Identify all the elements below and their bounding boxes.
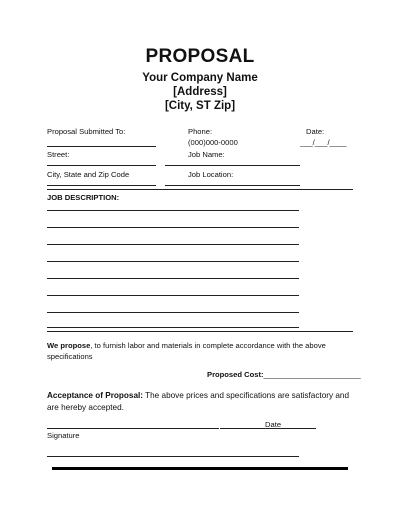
proposed-cost-label: Proposed Cost: <box>207 370 264 379</box>
job-description-line[interactable] <box>47 227 299 228</box>
job-description-line[interactable] <box>47 312 299 313</box>
page-title: PROPOSAL <box>145 46 255 67</box>
description-divider <box>47 331 353 332</box>
job-description-label: JOB DESCRIPTION: <box>47 193 120 202</box>
job-name-field[interactable] <box>165 165 300 166</box>
job-description-line[interactable] <box>47 327 299 328</box>
company-name: Your Company Name <box>142 72 258 84</box>
signature-label: Signature <box>47 431 80 440</box>
footer-rule <box>52 467 348 470</box>
job-name-label: Job Name: <box>188 150 225 159</box>
proposed-cost <box>207 370 361 379</box>
submitted-to-field[interactable] <box>47 146 156 147</box>
job-location-label: Job Location: <box>188 170 234 179</box>
acceptance-bold: Acceptance of Proposal: <box>47 391 143 400</box>
date-label: Date: <box>306 127 325 136</box>
city-state-zip-label: City, State and Zip Code <box>47 170 130 179</box>
signature-extra-line[interactable] <box>47 456 299 457</box>
submitted-to-label: Proposal Submitted To: <box>47 127 126 136</box>
job-description-line[interactable] <box>47 244 299 245</box>
acceptance-text <box>47 390 357 413</box>
job-description-line[interactable] <box>47 261 299 262</box>
job-description-line[interactable] <box>47 278 299 279</box>
company-address: [Address] <box>173 86 227 98</box>
city-state-zip-field[interactable] <box>47 185 156 186</box>
street-field[interactable] <box>47 165 156 166</box>
phone-value: (000)000-0000 <box>188 138 238 147</box>
phone-label: Phone: <box>188 127 213 136</box>
we-propose-bold: We propose <box>47 341 91 350</box>
job-location-field[interactable] <box>165 185 300 186</box>
company-city: [City, ST Zip] <box>164 100 236 112</box>
we-propose-body: , to furnish labor and materials in complete accordance with the above specifications <box>47 341 326 361</box>
we-propose-text <box>47 341 347 362</box>
header-divider <box>47 189 353 190</box>
date-value: ___/___/____ <box>300 138 347 147</box>
proposed-cost-field[interactable]: _______________________ <box>263 370 361 379</box>
street-label: Street: <box>47 150 70 159</box>
acceptance-body: The above prices and specifications are satisfactory and are hereby accepted. <box>47 391 350 412</box>
job-description-line[interactable] <box>47 295 299 296</box>
signature-field[interactable] <box>47 428 219 429</box>
signature-date-field[interactable] <box>220 428 316 429</box>
job-description-line[interactable] <box>47 210 299 211</box>
date-signature-label: Date <box>265 420 282 429</box>
